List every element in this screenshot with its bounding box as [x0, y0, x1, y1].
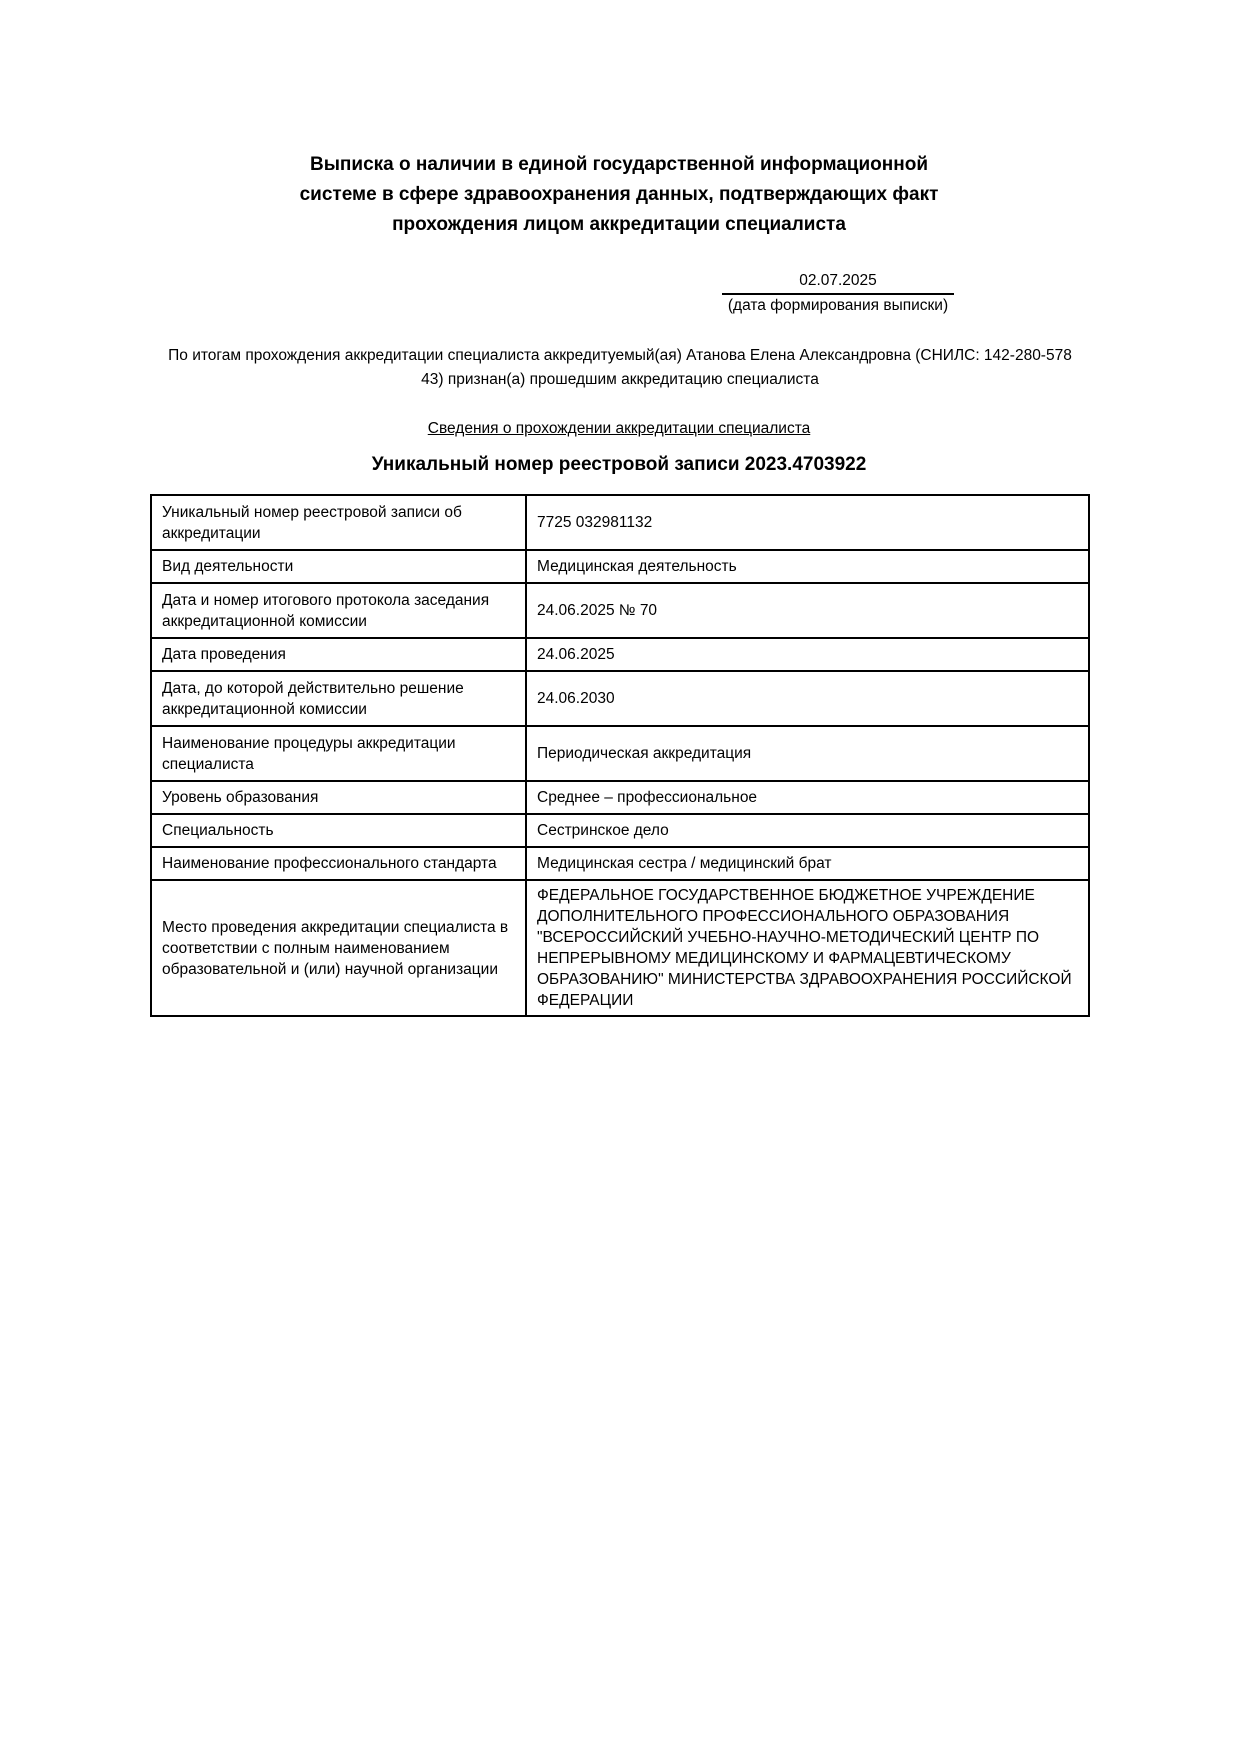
- intro-line-1: По итогам прохождения аккредитации специалиста аккредитуемый(ая) Атанова Елена Александровна (СНИЛС: 142-280-578: [168, 347, 1072, 364]
- row-label-protocol: Дата и номер итогового протокола заседания аккредитационной комиссии: [151, 583, 526, 638]
- formation-date-value: 02.07.2025: [722, 272, 954, 295]
- row-value-accreditation-place: ФЕДЕРАЛЬНОЕ ГОСУДАРСТВЕННОЕ БЮДЖЕТНОЕ УЧРЕЖДЕНИЕ ДОПОЛНИТЕЛЬНОГО ПРОФЕССИОНАЛЬНОГО ОБРАЗОВАНИЯ "ВСЕРОССИЙСКИЙ УЧЕБНО-НАУЧНО-МЕТОДИЧЕСКИЙ ЦЕНТР ПО НЕПРЕРЫВНОМУ МЕДИЦИНСКОМУ И ФАРМАЦЕВТИЧЕСКОМУ ОБРАЗОВАНИЮ" МИНИСТЕРСТВА ЗДРАВООХРАНЕНИЯ РОССИЙСКОЙ ФЕДЕРАЦИИ: [526, 880, 1089, 1016]
- intro-paragraph: [145, 344, 1095, 392]
- row-value-procedure-name: Периодическая аккредитация: [526, 726, 1089, 781]
- row-label-procedure-name: Наименование процедуры аккредитации специалиста: [151, 726, 526, 781]
- table-row: [151, 847, 1089, 880]
- table-row: [151, 814, 1089, 847]
- table-row: [151, 550, 1089, 583]
- formation-date-block: [722, 272, 954, 315]
- row-value-protocol: 24.06.2025 № 70: [526, 583, 1089, 638]
- row-label-registry-number: Уникальный номер реестровой записи об аккредитации: [151, 495, 526, 550]
- row-value-education-level: Среднее – профессиональное: [526, 781, 1089, 814]
- section-heading: Сведения о прохождении аккредитации специалиста: [427, 420, 811, 437]
- row-label-professional-standard: Наименование профессионального стандарта: [151, 847, 526, 880]
- table-row: [151, 495, 1089, 550]
- row-value-valid-until: 24.06.2030: [526, 671, 1089, 726]
- document-title: [150, 150, 1088, 240]
- table-row: [151, 583, 1089, 638]
- row-value-activity-type: Медицинская деятельность: [526, 550, 1089, 583]
- table-row: [151, 726, 1089, 781]
- row-value-specialty: Сестринское дело: [526, 814, 1089, 847]
- row-label-activity-type: Вид деятельности: [151, 550, 526, 583]
- table-row: [151, 671, 1089, 726]
- row-label-specialty: Специальность: [151, 814, 526, 847]
- document-title-line-1: Выписка о наличии в единой государственной информационной: [309, 154, 929, 175]
- row-label-education-level: Уровень образования: [151, 781, 526, 814]
- registry-number-heading: Уникальный номер реестровой записи 2023.4703922: [371, 454, 867, 475]
- formation-date-caption: (дата формирования выписки): [727, 297, 949, 314]
- table-row: [151, 880, 1089, 1016]
- table-row: [151, 781, 1089, 814]
- row-label-accreditation-place: Место проведения аккредитации специалиста в соответствии с полным наименованием образовательной и (или) научной организации: [151, 880, 526, 1016]
- row-value-date-held: 24.06.2025: [526, 638, 1089, 671]
- table-row: [151, 638, 1089, 671]
- document-title-line-2: системе в сфере здравоохранения данных, подтверждающих факт: [299, 184, 939, 205]
- row-value-professional-standard: Медицинская сестра / медицинский брат: [526, 847, 1089, 880]
- row-label-date-held: Дата проведения: [151, 638, 526, 671]
- row-value-registry-number: 7725 032981132: [526, 495, 1089, 550]
- document-title-line-3: прохождения лицом аккредитации специалиста: [392, 214, 846, 235]
- accreditation-details-table: [150, 494, 1090, 1017]
- intro-line-2: 43) признан(а) прошедшим аккредитацию специалиста: [421, 371, 819, 388]
- row-label-valid-until: Дата, до которой действительно решение аккредитационной комиссии: [151, 671, 526, 726]
